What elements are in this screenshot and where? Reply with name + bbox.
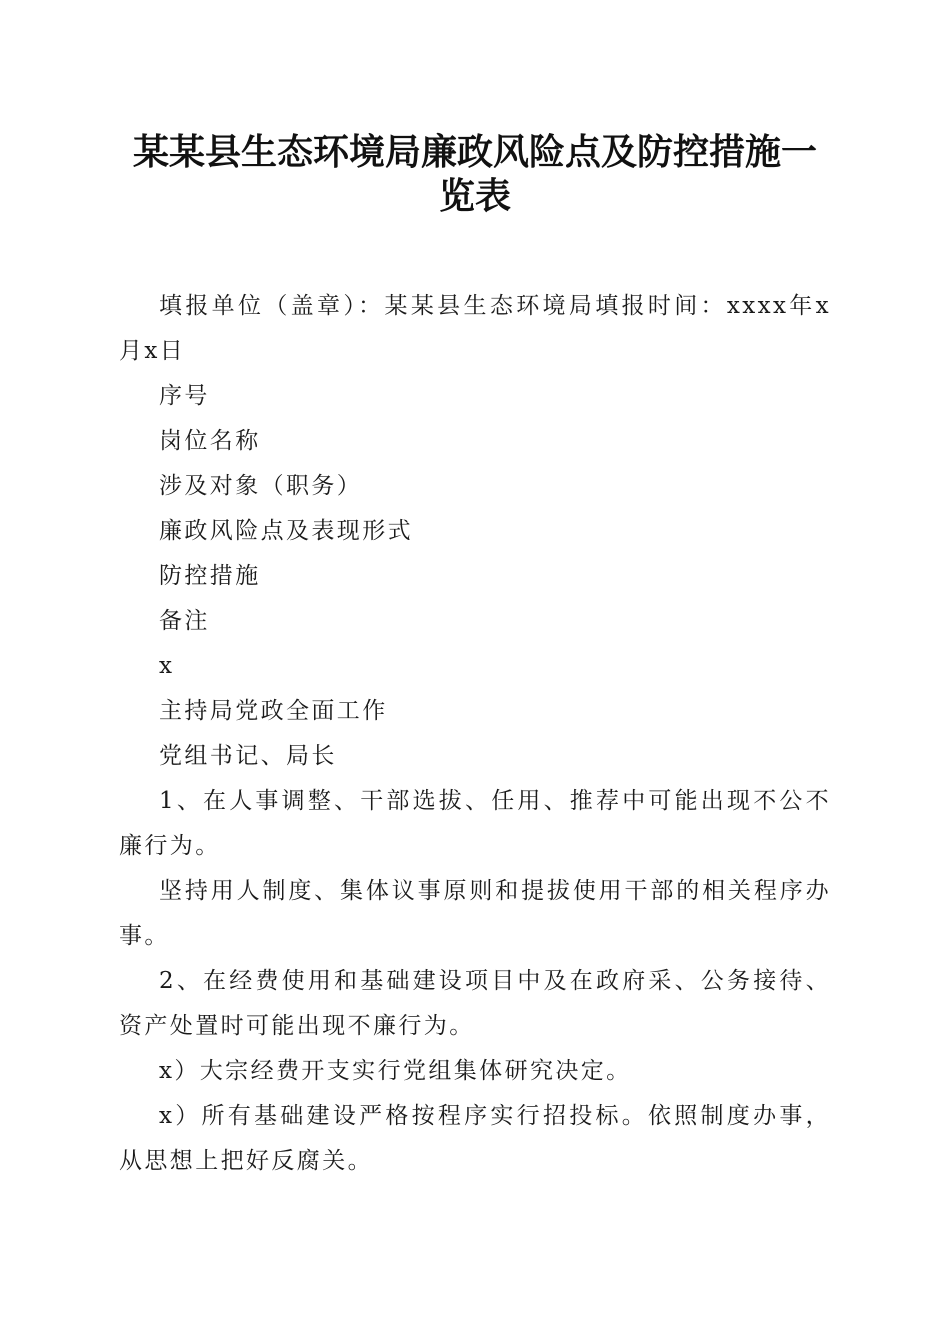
paragraph-row-number: x	[159, 653, 175, 679]
paragraph-measure-1: 坚持用人制度、集体议事原则和提拔使用干部的相关程序办事。	[119, 878, 831, 949]
paragraph-risk-1: 1、在人事调整、干部选拔、任用、推荐中可能出现不公不廉行为。	[119, 788, 831, 859]
document-title: 某某县生态环境局廉政风险点及防控措施一览表	[132, 131, 817, 217]
paragraph-filing-info: 填报单位（盖章）：某某县生态环境局填报时间：xxxx年x月x日	[119, 293, 831, 364]
paragraph-measure-2a: x）大宗经费开支实行党组集体研究决定。	[159, 1058, 632, 1084]
paragraph-remarks: 备注	[159, 608, 210, 634]
paragraph-risk-2: 2、在经费使用和基础建设项目中及在政府采、公务接待、资产处置时可能出现不廉行为。	[119, 968, 831, 1039]
paragraph-main-duty: 主持局党政全面工作	[159, 698, 388, 724]
paragraph-position: 党组书记、局长	[159, 743, 337, 769]
paragraph-serial-number: 序号	[159, 383, 210, 409]
document-page	[119, 130, 831, 1184]
paragraph-measure-2b: x）所有基础建设严格按程序实行招投标。依照制度办事，从思想上把好反腐关。	[119, 1103, 831, 1174]
paragraph-involved-object: 涉及对象（职务）	[159, 473, 363, 499]
paragraph-post-name: 岗位名称	[159, 428, 261, 454]
paragraph-risk-points: 廉政风险点及表现形式	[159, 518, 413, 544]
document-body	[119, 284, 831, 1184]
paragraph-control-measures: 防控措施	[159, 563, 261, 589]
